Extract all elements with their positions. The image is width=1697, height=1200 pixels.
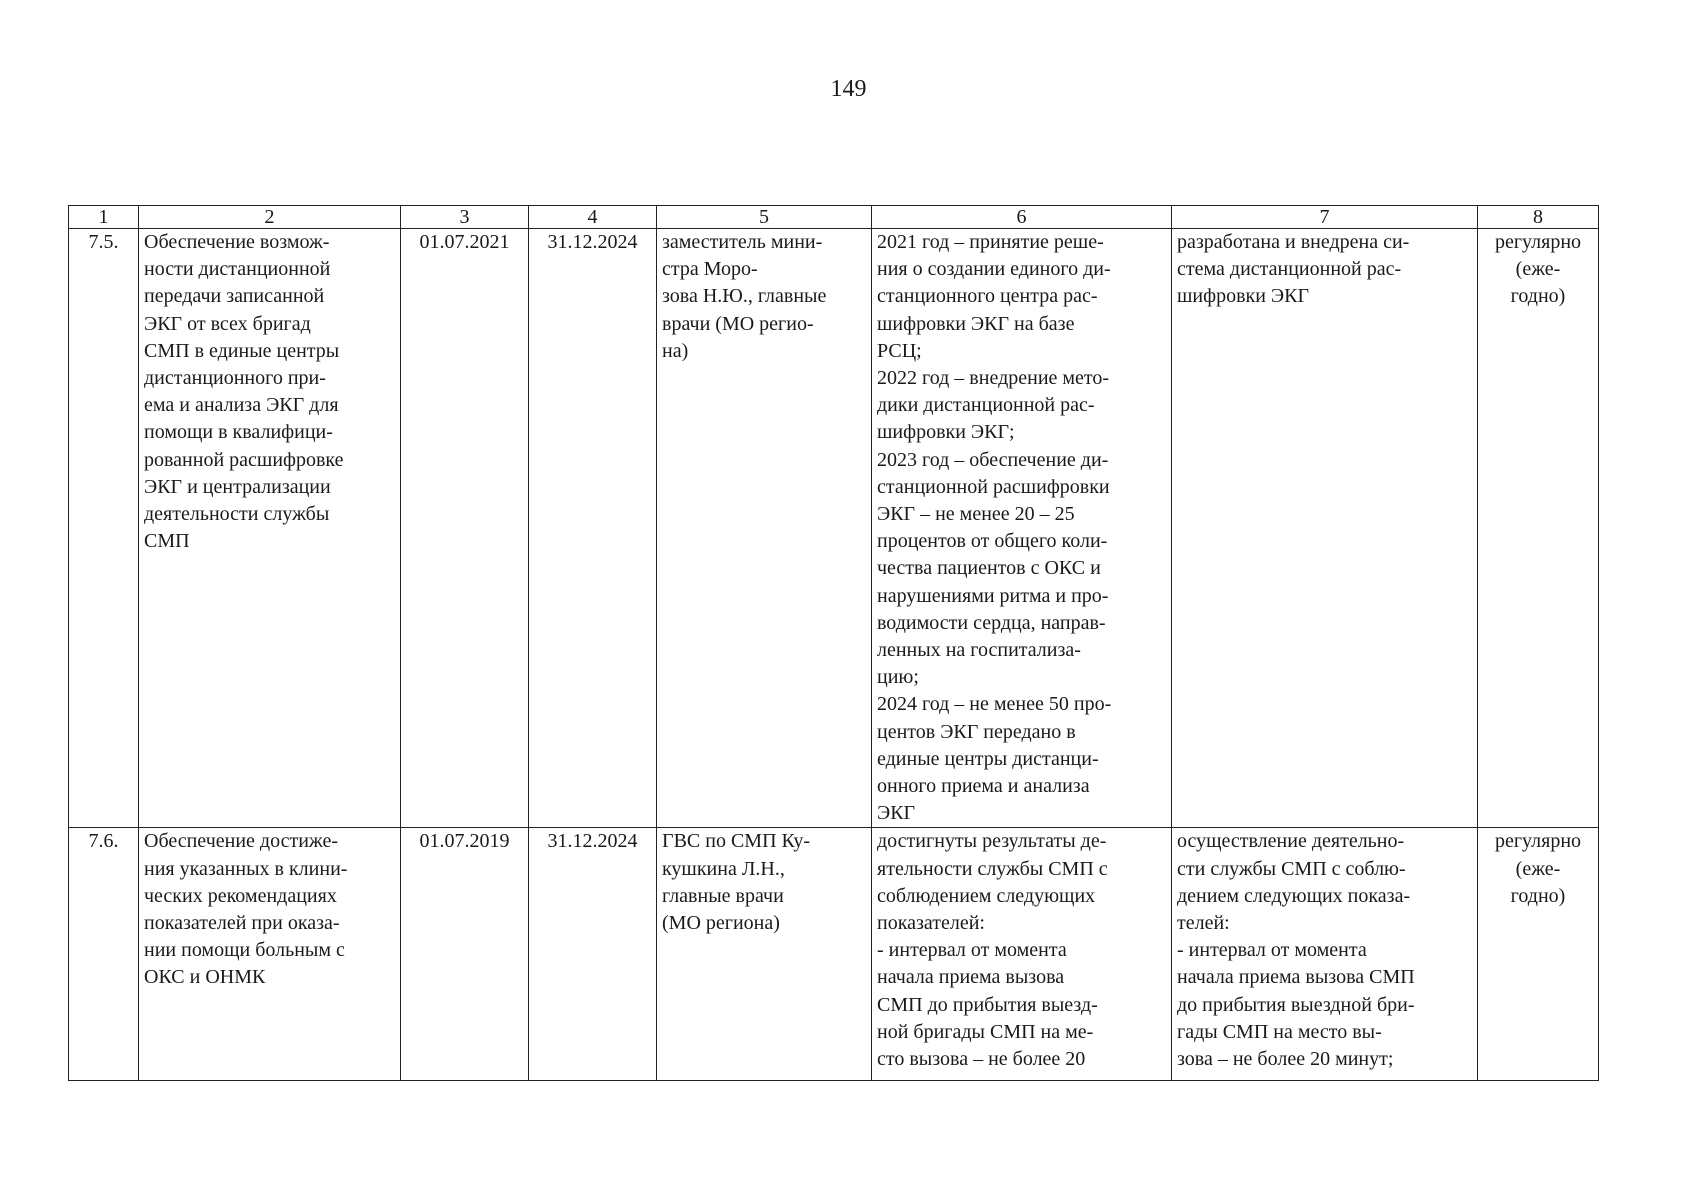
column-number: 5 [657, 206, 872, 229]
row-number: 7.6. [69, 828, 139, 1081]
frequency-cell: регулярно (еже- годно) [1478, 828, 1599, 1081]
column-number: 2 [139, 206, 401, 229]
result-cell: достигнуты результаты де- ятельности службы СМП с соблюдением следующих показателей: - интервал от момента начала приема вызова СМП до прибытия выезд- ной бригады СМП на ме- сто вызова – не более 20 [872, 828, 1172, 1081]
activity-cell: Обеспечение достиже- ния указанных в клини- ческих рекомендациях показателей при оказа- нии помощи больным с ОКС и ОНМК [139, 828, 401, 1081]
indicator-cell: разработана и внедрена си- стема дистанционной рас- шифровки ЭКГ [1172, 229, 1478, 828]
start-date-cell: 01.07.2019 [401, 828, 529, 1081]
column-number: 1 [69, 206, 139, 229]
table-row [69, 229, 1599, 828]
end-date-cell: 31.12.2024 [529, 828, 657, 1081]
column-number: 7 [1172, 206, 1478, 229]
responsible-cell: ГВС по СМП Ку- кушкина Л.Н., главные врачи (МО региона) [657, 828, 872, 1081]
row-number: 7.5. [69, 229, 139, 828]
page-number: 149 [830, 76, 867, 102]
plan-table [68, 205, 1599, 1081]
activity-cell: Обеспечение возмож- ности дистанционной передачи записанной ЭКГ от всех бригад СМП в единые центры дистанционного при- ема и анализа ЭКГ для помощи в квалифици- рованной расшифровке ЭКГ и централизации деятельности службы СМП [139, 229, 401, 828]
column-number: 3 [401, 206, 529, 229]
table-row [69, 828, 1599, 1081]
indicator-cell: осуществление деятельно- сти службы СМП с соблю- дением следующих показа- телей: - интервал от момента начала приема вызова СМП до прибытия выездной бри- гады СМП на место вы- зова – не более 20 минут; [1172, 828, 1478, 1081]
start-date-cell: 01.07.2021 [401, 229, 529, 828]
column-number: 6 [872, 206, 1172, 229]
frequency-cell: регулярно (еже- годно) [1478, 229, 1599, 828]
end-date-cell: 31.12.2024 [529, 229, 657, 828]
column-number: 8 [1478, 206, 1599, 229]
result-cell: 2021 год – принятие реше- ния о создании единого ди- станционного центра рас- шифровки ЭКГ на базе РСЦ; 2022 год – внедрение мето- дики дистанционной рас- шифровки ЭКГ; 2023 год – обеспечение ди- станционной расшифровки ЭКГ – не менее 20 – 25 процентов от общего коли- чества пациентов с ОКС и нарушениями ритма и про- водимости сердца, направ- ленных на госпитализа- цию; 2024 год – не менее 50 про- центов ЭКГ передано в единые центры дистанци- онного приема и анализа ЭКГ [872, 229, 1172, 828]
column-number: 4 [529, 206, 657, 229]
column-number-row [69, 206, 1599, 229]
responsible-cell: заместитель мини- стра Моро- зова Н.Ю., главные врачи (МО регио- на) [657, 229, 872, 828]
